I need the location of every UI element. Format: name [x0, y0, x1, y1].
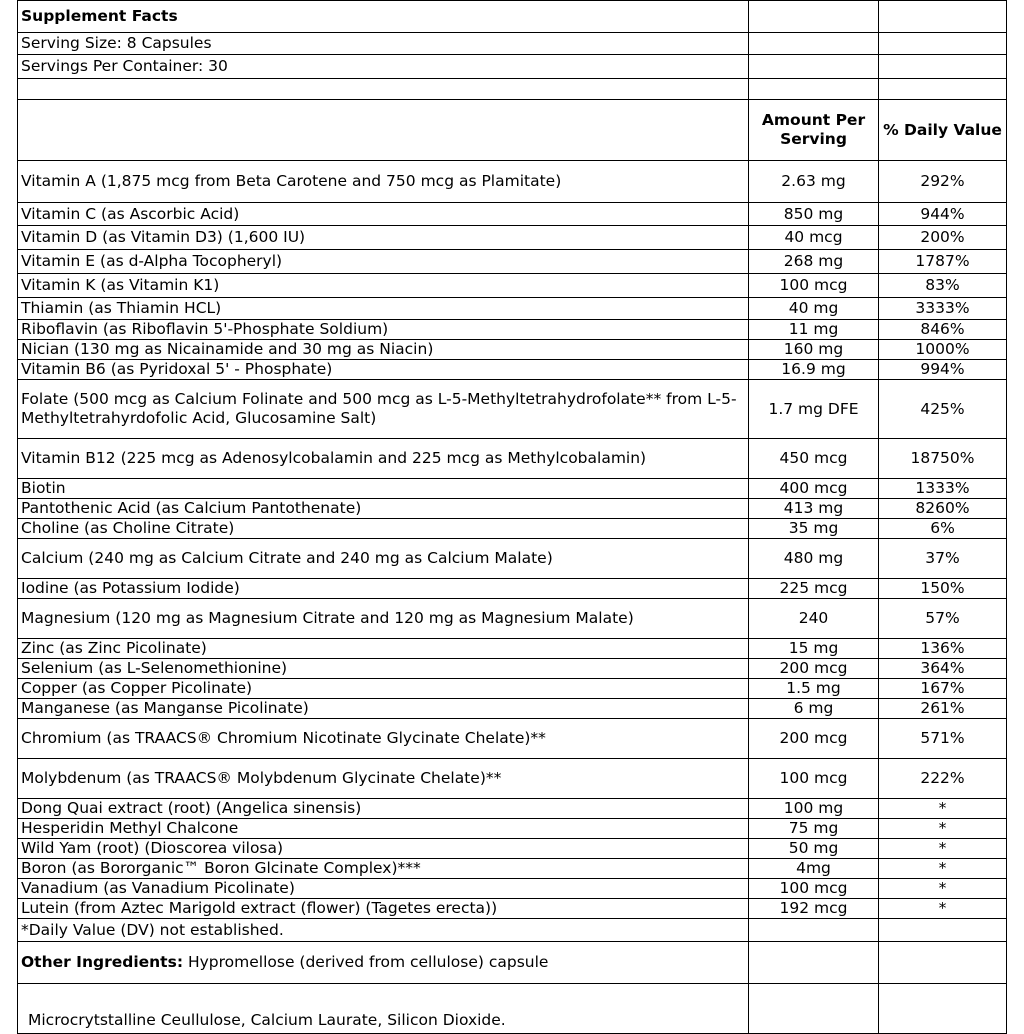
nutrient-daily-value: 1000% [879, 340, 1007, 360]
nutrient-amount: 11 mg [749, 320, 879, 340]
nutrient-daily-value: 37% [879, 539, 1007, 579]
nutrient-name: Manganese (as Manganse Picolinate) [18, 699, 749, 719]
servings-per-container: Servings Per Container: 30 [18, 55, 749, 79]
nutrient-row [18, 519, 1007, 539]
nutrient-daily-value: 8260% [879, 499, 1007, 519]
nutrient-daily-value: * [879, 879, 1007, 899]
nutrient-row [18, 799, 1007, 819]
nutrient-amount: 4mg [749, 859, 879, 879]
nutrient-name: Lutein (from Aztec Marigold extract (flower) (Tagetes erecta)) [18, 899, 749, 919]
nutrient-daily-value: 83% [879, 274, 1007, 298]
nutrient-name: Vanadium (as Vanadium Picolinate) [18, 879, 749, 899]
nutrient-name: Vitamin C (as Ascorbic Acid) [18, 203, 749, 226]
nutrient-row [18, 659, 1007, 679]
nutrient-name: Vitamin A (1,875 mcg from Beta Carotene and 750 mcg as Plamitate) [18, 161, 749, 203]
nutrient-amount: 1.5 mg [749, 679, 879, 699]
nutrient-row [18, 539, 1007, 579]
nutrient-name: Iodine (as Potassium Iodide) [18, 579, 749, 599]
nutrient-amount: 268 mg [749, 250, 879, 274]
amount-per-serving-header: Amount Per Serving [749, 100, 879, 161]
nutrient-name: Vitamin K (as Vitamin K1) [18, 274, 749, 298]
nutrient-daily-value: 6% [879, 519, 1007, 539]
serving-size-row [18, 33, 1007, 55]
nutrient-name: Copper (as Copper Picolinate) [18, 679, 749, 699]
supplement-facts-table [17, 0, 1007, 1034]
nutrient-daily-value: 57% [879, 599, 1007, 639]
nutrient-daily-value: * [879, 899, 1007, 919]
nutrient-row [18, 439, 1007, 479]
nutrient-row [18, 859, 1007, 879]
nutrient-name: Nician (130 mg as Nicainamide and 30 mg as Niacin) [18, 340, 749, 360]
footnote-row [18, 919, 1007, 942]
nutrient-row [18, 274, 1007, 298]
nutrient-name: Magnesium (120 mg as Magnesium Citrate and 120 mg as Magnesium Malate) [18, 599, 749, 639]
nutrient-name: Boron (as Bororganic™ Boron Glcinate Complex)*** [18, 859, 749, 879]
nutrient-amount: 400 mcg [749, 479, 879, 499]
nutrient-row [18, 499, 1007, 519]
nutrient-amount: 35 mg [749, 519, 879, 539]
nutrient-name: Dong Quai extract (root) (Angelica sinensis) [18, 799, 749, 819]
nutrient-row [18, 699, 1007, 719]
nutrient-name: Pantothenic Acid (as Calcium Pantothenate) [18, 499, 749, 519]
nutrient-daily-value: * [879, 819, 1007, 839]
other-ingredients-line1: Hypromellose (derived from cellulose) capsule [183, 953, 549, 971]
nutrient-amount: 6 mg [749, 699, 879, 719]
nutrient-row [18, 599, 1007, 639]
nutrient-amount: 225 mcg [749, 579, 879, 599]
nutrient-amount: 100 mcg [749, 879, 879, 899]
nutrient-amount: 100 mcg [749, 759, 879, 799]
nutrient-daily-value: * [879, 839, 1007, 859]
nutrient-amount: 100 mcg [749, 274, 879, 298]
nutrient-amount: 2.63 mg [749, 161, 879, 203]
nutrient-daily-value: 571% [879, 719, 1007, 759]
other-ingredients-row [18, 942, 1007, 984]
nutrient-amount: 413 mg [749, 499, 879, 519]
nutrient-name: Thiamin (as Thiamin HCL) [18, 298, 749, 320]
nutrient-name: Hesperidin Methyl Chalcone [18, 819, 749, 839]
nutrient-row [18, 759, 1007, 799]
nutrient-daily-value: * [879, 799, 1007, 819]
nutrient-row [18, 380, 1007, 439]
nutrient-amount: 40 mcg [749, 226, 879, 250]
nutrient-amount: 1.7 mg DFE [749, 380, 879, 439]
other-ingredients [18, 942, 749, 984]
nutrient-daily-value: 846% [879, 320, 1007, 340]
column-header-row [18, 100, 1007, 161]
nutrient-name: Vitamin E (as d-Alpha Tocopheryl) [18, 250, 749, 274]
other-ingredients-line2: Microcrytstalline Ceullulose, Calcium Laurate, Silicon Dioxide. [18, 984, 749, 1034]
nutrient-row [18, 161, 1007, 203]
nutrient-amount: 16.9 mg [749, 360, 879, 380]
nutrient-daily-value: * [879, 859, 1007, 879]
nutrient-daily-value: 200% [879, 226, 1007, 250]
serving-size: Serving Size: 8 Capsules [18, 33, 749, 55]
nutrient-row [18, 479, 1007, 499]
nutrient-amount: 240 [749, 599, 879, 639]
nutrient-row [18, 320, 1007, 340]
nutrient-daily-value: 3333% [879, 298, 1007, 320]
nutrient-daily-value: 425% [879, 380, 1007, 439]
nutrient-row [18, 639, 1007, 659]
nutrient-row [18, 879, 1007, 899]
nutrient-name: Zinc (as Zinc Picolinate) [18, 639, 749, 659]
title-row [18, 1, 1007, 33]
nutrient-amount: 450 mcg [749, 439, 879, 479]
nutrient-row [18, 298, 1007, 320]
nutrient-name: Biotin [18, 479, 749, 499]
empty-cell [749, 1, 879, 33]
nutrient-amount: 50 mg [749, 839, 879, 859]
nutrient-row [18, 899, 1007, 919]
nutrient-daily-value: 136% [879, 639, 1007, 659]
nutrient-daily-value: 292% [879, 161, 1007, 203]
nutrient-row [18, 839, 1007, 859]
nutrient-amount: 160 mg [749, 340, 879, 360]
nutrient-daily-value: 1787% [879, 250, 1007, 274]
nutrient-row [18, 340, 1007, 360]
nutrient-row [18, 719, 1007, 759]
nutrient-daily-value: 167% [879, 679, 1007, 699]
nutrient-amount: 200 mcg [749, 719, 879, 759]
nutrient-name: Vitamin B12 (225 mcg as Adenosylcobalamin and 225 mcg as Methylcobalamin) [18, 439, 749, 479]
nutrient-name: Vitamin B6 (as Pyridoxal 5' - Phosphate) [18, 360, 749, 380]
nutrient-daily-value: 364% [879, 659, 1007, 679]
nutrient-row [18, 360, 1007, 380]
nutrient-daily-value: 18750% [879, 439, 1007, 479]
nutrient-amount: 200 mcg [749, 659, 879, 679]
nutrient-amount: 75 mg [749, 819, 879, 839]
nutrient-daily-value: 1333% [879, 479, 1007, 499]
nutrient-amount: 192 mcg [749, 899, 879, 919]
nutrient-name: Selenium (as L-Selenomethionine) [18, 659, 749, 679]
nutrient-row [18, 679, 1007, 699]
nutrient-daily-value: 944% [879, 203, 1007, 226]
nutrient-name: Wild Yam (root) (Dioscorea vilosa) [18, 839, 749, 859]
nutrient-name: Calcium (240 mg as Calcium Citrate and 240 mg as Calcium Malate) [18, 539, 749, 579]
nutrient-amount: 850 mg [749, 203, 879, 226]
daily-value-header: % Daily Value [879, 100, 1007, 161]
nutrient-name: Folate (500 mcg as Calcium Folinate and 500 mcg as L-5-Methyltetrahydrofolate** from L-5-Methyltetrahyrdofolic Acid, Glucosamine Salt) [18, 380, 749, 439]
nutrient-row [18, 250, 1007, 274]
daily-value-footnote: *Daily Value (DV) not established. [18, 919, 749, 942]
nutrient-row [18, 226, 1007, 250]
table-title: Supplement Facts [18, 1, 749, 33]
nutrient-amount: 480 mg [749, 539, 879, 579]
nutrient-amount: 100 mg [749, 799, 879, 819]
nutrient-row [18, 579, 1007, 599]
nutrient-daily-value: 261% [879, 699, 1007, 719]
other-ingredients-row-2 [18, 984, 1007, 1034]
nutrient-name: Riboflavin (as Riboflavin 5'-Phosphate Soldium) [18, 320, 749, 340]
nutrient-daily-value: 150% [879, 579, 1007, 599]
nutrient-amount: 15 mg [749, 639, 879, 659]
nutrient-row [18, 203, 1007, 226]
empty-cell [879, 1, 1007, 33]
servings-per-container-row [18, 55, 1007, 79]
spacer-row [18, 79, 1007, 100]
nutrient-daily-value: 222% [879, 759, 1007, 799]
nutrient-name: Chromium (as TRAACS® Chromium Nicotinate Glycinate Chelate)** [18, 719, 749, 759]
nutrient-daily-value: 994% [879, 360, 1007, 380]
nutrient-amount: 40 mg [749, 298, 879, 320]
nutrient-name: Vitamin D (as Vitamin D3) (1,600 IU) [18, 226, 749, 250]
nutrient-name: Choline (as Choline Citrate) [18, 519, 749, 539]
other-ingredients-label: Other Ingredients: [21, 953, 184, 971]
nutrient-name: Molybdenum (as TRAACS® Molybdenum Glycinate Chelate)** [18, 759, 749, 799]
nutrient-row [18, 819, 1007, 839]
